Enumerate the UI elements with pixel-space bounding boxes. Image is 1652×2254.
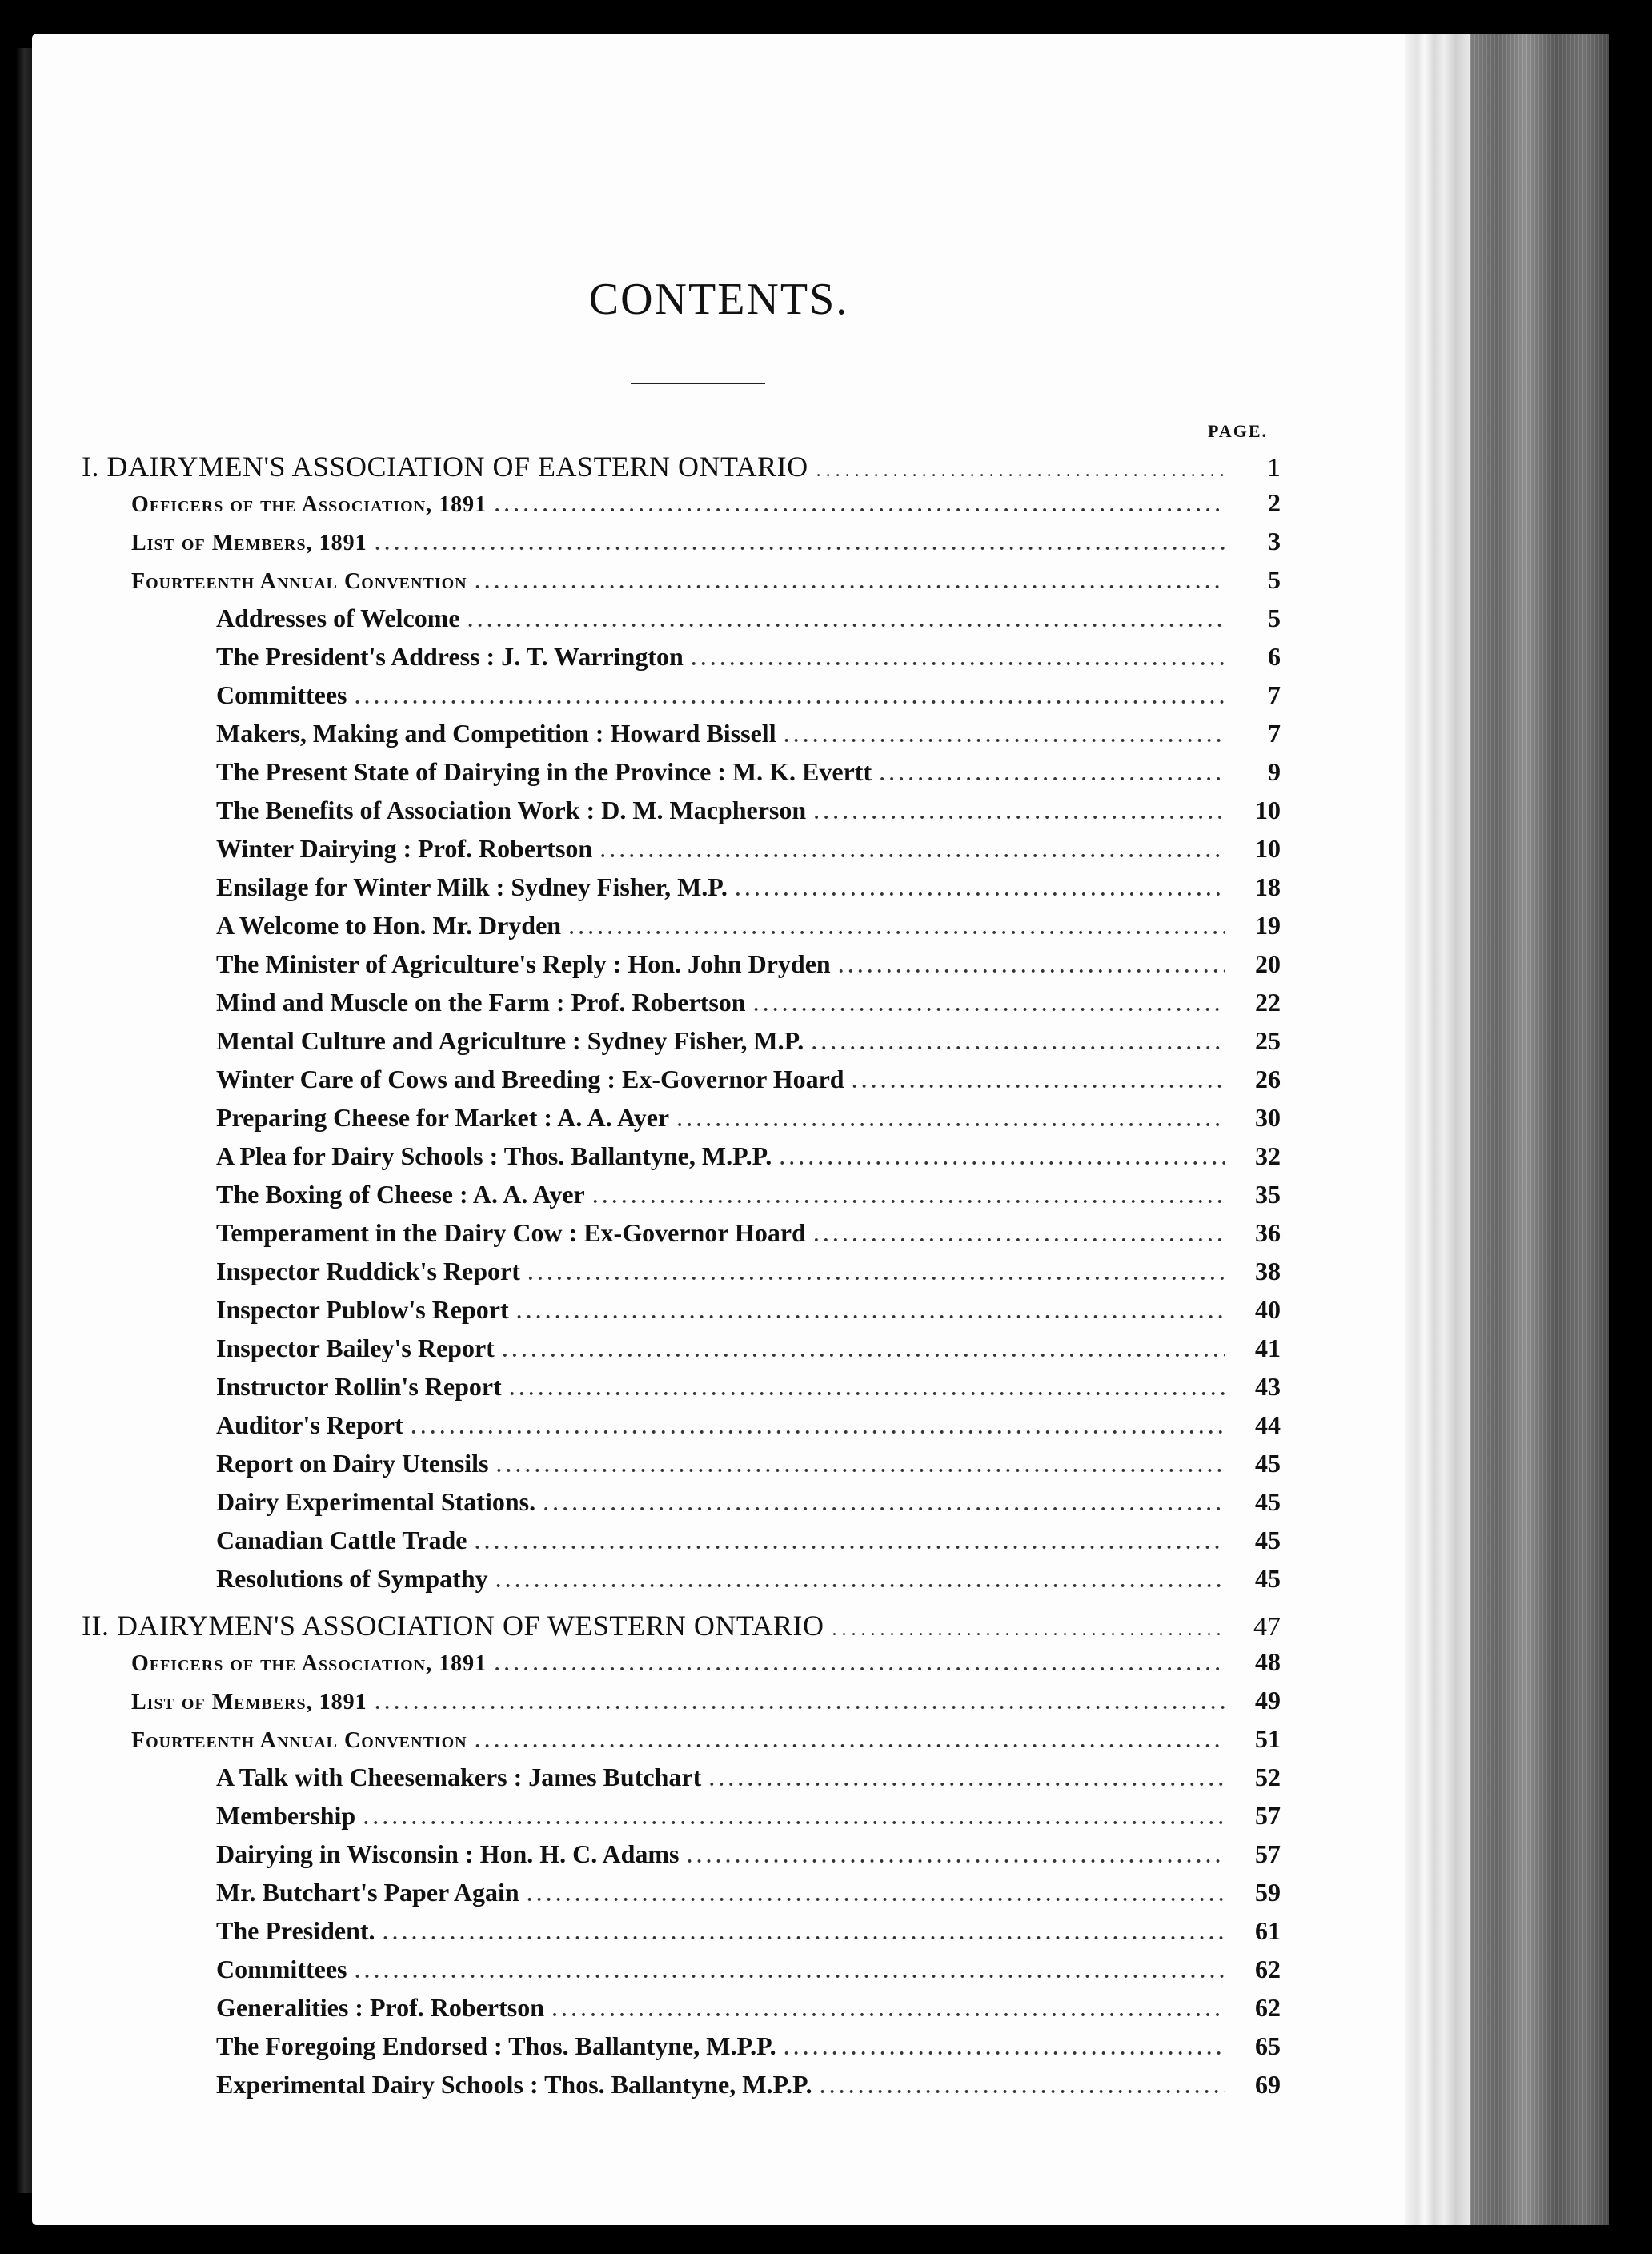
toc-entry-page-number: 62 (1255, 1993, 1281, 2022)
toc-entry-item (216, 2031, 1281, 2070)
toc-entry-page-number: 47 (1253, 1612, 1281, 1642)
toc-entry-item (216, 834, 1281, 872)
dot-leader (816, 460, 1225, 482)
toc-entry-title: Addresses of Welcome (216, 604, 460, 632)
toc-entry-page-number: 45 (1255, 1449, 1281, 1478)
book-page (32, 34, 1405, 2225)
toc-entry-item (216, 1372, 1281, 1410)
toc-entry-title: Preparing Cheese for Market : A. A. Ayer (216, 1103, 670, 1132)
dot-leader (475, 1533, 1225, 1554)
toc-entry-title: Experimental Dairy Schools : Thos. Ballantyne, M.P.P. (216, 2070, 812, 2099)
dot-leader (527, 1885, 1225, 1907)
toc-entry-title: Ensilage for Winter Milk : Sydney Fisher, M.P. (216, 872, 728, 901)
toc-entry-item (216, 1065, 1281, 1103)
toc-entry-page-number: 52 (1255, 1763, 1281, 1791)
toc-entry-title: Canadian Cattle Trade (216, 1526, 467, 1554)
toc-entry-item (216, 1955, 1281, 1993)
dot-leader (503, 1341, 1225, 1362)
toc-entry-title: The President. (216, 1916, 375, 1945)
toc-entry-item (216, 1410, 1281, 1449)
toc-entry-page-number: 57 (1255, 1801, 1281, 1830)
toc-entry-page-number: 45 (1255, 1526, 1281, 1554)
toc-entry-title: Membership (216, 1801, 356, 1830)
dot-leader (784, 2039, 1225, 2060)
toc-entry-page-number: 26 (1255, 1065, 1281, 1093)
toc-entry-title: A Talk with Cheesemakers : James Butchart (216, 1763, 702, 1791)
toc-entry-item (216, 1993, 1281, 2031)
toc-entry-page-number: 59 (1255, 1878, 1281, 1907)
dot-leader (736, 880, 1225, 901)
toc-entry-title: Inspector Publow's Report (216, 1295, 509, 1324)
toc-entry-item (216, 604, 1281, 642)
dot-leader (880, 764, 1225, 786)
toc-entry-page-number: 62 (1255, 1955, 1281, 1983)
toc-entry-page-number: 49 (1255, 1686, 1281, 1715)
toc-entry-item (216, 1526, 1281, 1564)
toc-entry-item (216, 1839, 1281, 1878)
toc-entry-page-number: 19 (1255, 911, 1281, 940)
toc-entry-page-number: 3 (1268, 527, 1281, 555)
dot-leader (495, 1654, 1225, 1676)
toc-entry-item (216, 1295, 1281, 1334)
dot-leader (475, 1731, 1225, 1753)
toc-entry-item (216, 1763, 1281, 1801)
toc-entry-title: Committees (216, 1955, 347, 1983)
toc-entry-item (216, 680, 1281, 719)
toc-entry-page-number: 10 (1255, 834, 1281, 863)
toc-entry-item (216, 988, 1281, 1026)
toc-entry-title: List of Members, 1891 (131, 531, 367, 555)
toc-entry-page-number: 35 (1255, 1180, 1281, 1209)
toc-entry-title: List of Members, 1891 (131, 1690, 367, 1715)
toc-entry-page-number: 2 (1268, 488, 1281, 517)
toc-entry-title: Report on Dairy Utensils (216, 1449, 489, 1478)
book-block-edge (1470, 34, 1609, 2225)
dot-leader (496, 1571, 1225, 1593)
toc-entry-title: Temperament in the Dairy Cow : Ex-Governor Hoard (216, 1218, 806, 1247)
toc-entry-item (216, 949, 1281, 988)
dot-leader (411, 1418, 1225, 1439)
toc-entry-page-number: 36 (1255, 1218, 1281, 1247)
toc-entry-item (216, 872, 1281, 911)
book-binding-edge (16, 48, 34, 2193)
toc-entry-item (216, 1141, 1281, 1180)
dot-leader (820, 2077, 1225, 2099)
page-edges (1405, 34, 1470, 2225)
toc-entry-title: Winter Dairying : Prof. Robertson (216, 834, 593, 863)
toc-entry-page-number: 7 (1268, 680, 1281, 709)
dot-leader (517, 1302, 1225, 1324)
dot-leader (475, 572, 1225, 594)
dot-leader (375, 534, 1225, 555)
toc-entry-page-number: 9 (1268, 757, 1281, 786)
dot-leader (839, 957, 1225, 978)
toc-entry-page-number: 5 (1268, 604, 1281, 632)
toc-entry-page-number: 57 (1255, 1839, 1281, 1868)
dot-leader (814, 803, 1225, 824)
toc-entry-item (216, 1916, 1281, 1955)
toc-entry-title: The Benefits of Association Work : D. M. Macpherson (216, 796, 807, 824)
toc-entry-item (216, 796, 1281, 834)
toc-entry-page-number: 61 (1255, 1916, 1281, 1945)
toc-entry-item (216, 757, 1281, 796)
toc-entry-title: Instructor Rollin's Report (216, 1372, 502, 1401)
toc-entry-title: The President's Address : J. T. Warrington (216, 642, 684, 671)
toc-entry-page-number: 51 (1255, 1724, 1281, 1753)
toc-entry-item (216, 1180, 1281, 1218)
dot-leader (692, 649, 1225, 671)
toc-entry-page-number: 6 (1268, 642, 1281, 671)
dot-leader (677, 1110, 1225, 1132)
toc-entry-title: Fourteenth Annual Convention (131, 1728, 467, 1753)
toc-entry-title: The Foregoing Endorsed : Thos. Ballantyne, M.P.P. (216, 2031, 776, 2060)
toc-entry-item (216, 1801, 1281, 1839)
dot-leader (688, 1847, 1225, 1868)
toc-entry-page-number: 20 (1255, 949, 1281, 978)
dot-leader (510, 1379, 1225, 1401)
dot-leader (355, 1962, 1225, 1983)
toc-entry-title: Resolutions of Sympathy (216, 1564, 488, 1593)
dot-leader (383, 1923, 1225, 1945)
page-title: CONTENTS. (588, 275, 849, 324)
toc-entry-page-number: 25 (1255, 1026, 1281, 1055)
dot-leader (552, 2000, 1225, 2022)
toc-entry-page-number: 38 (1255, 1257, 1281, 1285)
toc-entry-title: Winter Care of Cows and Breeding : Ex-Governor Hoard (216, 1065, 844, 1093)
toc-entry-title: Generalities : Prof. Robertson (216, 1993, 544, 2022)
dot-leader (363, 1808, 1225, 1830)
toc-entry-title: Makers, Making and Competition : Howard Bissell (216, 719, 776, 748)
toc-entry-item (216, 2070, 1281, 2108)
dot-leader (355, 688, 1225, 709)
toc-entry-item (216, 1218, 1281, 1257)
toc-entry-item (216, 1878, 1281, 1916)
toc-entry-title: Mind and Muscle on the Farm : Prof. Robertson (216, 988, 746, 1017)
toc-entry-page-number: 45 (1255, 1487, 1281, 1516)
toc-entry-page-number: 32 (1255, 1141, 1281, 1170)
toc-entry-sub (131, 1686, 1281, 1724)
toc-entry-title: I. DAIRYMEN'S ASSOCIATION OF EASTERN ONTARIO (82, 451, 808, 483)
toc-entry-page-number: 40 (1255, 1295, 1281, 1324)
toc-entry-page-number: 43 (1255, 1372, 1281, 1401)
toc-entry-title: Officers of the Association, 1891 (131, 1651, 487, 1676)
page-column-label: PAGE. (1208, 421, 1268, 441)
toc-entry-title: Auditor's Report (216, 1410, 403, 1439)
dot-leader (754, 995, 1225, 1017)
toc-entry-title: Officers of the Association, 1891 (131, 492, 487, 517)
toc-entry-item (216, 719, 1281, 757)
toc-entry-title: II. DAIRYMEN'S ASSOCIATION OF WESTERN ONTARIO (82, 1610, 824, 1642)
toc-entry-sub (131, 527, 1281, 565)
toc-entry-page-number: 65 (1255, 2031, 1281, 2060)
toc-entry-title: Inspector Ruddick's Report (216, 1257, 520, 1285)
toc-entry-item (216, 1449, 1281, 1487)
toc-entry-title: The Present State of Dairying in the Province : M. K. Evertt (216, 757, 872, 786)
toc-entry-title: The Boxing of Cheese : A. A. Ayer (216, 1180, 585, 1209)
dot-leader (832, 1619, 1225, 1641)
toc-entry-page-number: 22 (1255, 988, 1281, 1017)
dot-leader (375, 1693, 1225, 1715)
toc-entry-item (216, 1334, 1281, 1372)
toc-entry-page-number: 30 (1255, 1103, 1281, 1132)
toc-entry-title: A Plea for Dairy Schools : Thos. Ballantyne, M.P.P. (216, 1141, 772, 1170)
dot-leader (593, 1187, 1225, 1209)
toc-entry-page-number: 5 (1268, 565, 1281, 594)
dot-leader (709, 1770, 1225, 1791)
dot-leader (812, 1033, 1225, 1055)
dot-leader (784, 726, 1225, 748)
dot-leader (600, 841, 1225, 863)
dot-leader (852, 1072, 1225, 1093)
toc-entry-sub (131, 565, 1281, 604)
toc-entry-sub (131, 1647, 1281, 1686)
title-divider (631, 383, 765, 384)
dot-leader (543, 1494, 1225, 1516)
toc-entry-page-number: 44 (1255, 1410, 1281, 1439)
toc-entry-section (82, 450, 1281, 488)
toc-entry-item (216, 1103, 1281, 1141)
dot-leader (528, 1264, 1225, 1285)
dot-leader (468, 611, 1225, 632)
toc-entry-page-number: 45 (1255, 1564, 1281, 1593)
toc-entry-title: Fourteenth Annual Convention (131, 569, 467, 594)
toc-entry-item (216, 1026, 1281, 1065)
toc-entry-sub (131, 1724, 1281, 1763)
toc-entry-page-number: 48 (1255, 1647, 1281, 1676)
toc-entry-title: Dairying in Wisconsin : Hon. H. C. Adams (216, 1839, 680, 1868)
toc-entry-title: A Welcome to Hon. Mr. Dryden (216, 911, 562, 940)
toc-entry-title: Mental Culture and Agriculture : Sydney Fisher, M.P. (216, 1026, 804, 1055)
toc-entry-item (216, 1564, 1281, 1602)
toc-entry-title: Dairy Experimental Stations. (216, 1487, 536, 1516)
toc-entry-page-number: 1 (1267, 453, 1281, 483)
toc-entry-title: Committees (216, 680, 347, 709)
dot-leader (496, 1456, 1225, 1478)
toc-entry-title: Mr. Butchart's Paper Again (216, 1878, 519, 1907)
toc-entry-item (216, 642, 1281, 680)
dot-leader (814, 1225, 1225, 1247)
toc-entry-title: The Minister of Agriculture's Reply : Hon. John Dryden (216, 949, 831, 978)
toc-entry-section (82, 1609, 1281, 1647)
toc-entry-title: Inspector Bailey's Report (216, 1334, 495, 1362)
toc-entry-item (216, 1487, 1281, 1526)
dot-leader (780, 1149, 1225, 1170)
toc-entry-page-number: 10 (1255, 796, 1281, 824)
dot-leader (569, 918, 1225, 940)
toc-entry-sub (131, 488, 1281, 527)
dot-leader (495, 495, 1225, 517)
toc-entry-page-number: 18 (1255, 872, 1281, 901)
toc-entry-page-number: 41 (1255, 1334, 1281, 1362)
toc-entry-page-number: 69 (1255, 2070, 1281, 2099)
toc-entry-item (216, 1257, 1281, 1295)
toc-entry-item (216, 911, 1281, 949)
toc-entry-page-number: 7 (1268, 719, 1281, 748)
